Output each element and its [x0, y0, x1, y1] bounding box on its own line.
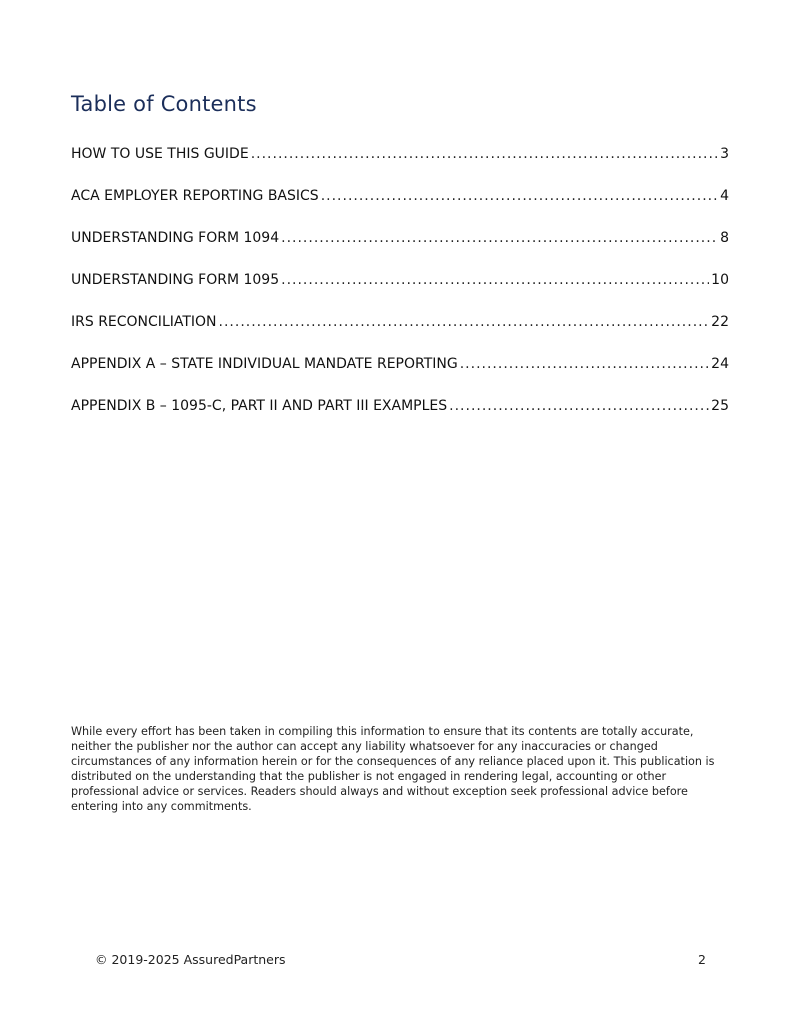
toc-entry-form-1094[interactable]: [71, 228, 729, 270]
toc-entry-label: UNDERSTANDING FORM 1095: [71, 272, 280, 288]
toc-dot-leader: [460, 354, 709, 374]
toc-dot-leader: [281, 228, 718, 248]
toc-dot-leader: [281, 270, 709, 290]
toc-entry-label: ACA EMPLOYER REPORTING BASICS: [71, 188, 319, 204]
toc-entry-reporting-basics[interactable]: [71, 186, 729, 228]
footer-page-number: 2: [698, 952, 706, 967]
toc-entry-page: 24: [711, 356, 729, 372]
toc-entry-page: 25: [711, 398, 729, 414]
toc-entry-appendix-b[interactable]: [71, 396, 729, 438]
toc-dot-leader: [321, 186, 718, 206]
toc-title: Table of Contents: [71, 92, 257, 116]
toc-entry-label: APPENDIX B – 1095-C, PART II AND PART III EXAMPLES: [71, 398, 448, 414]
toc-entry-irs-reconciliation[interactable]: [71, 312, 729, 354]
toc-entry-label: HOW TO USE THIS GUIDE: [71, 146, 249, 162]
toc-entry-label: IRS RECONCILIATION: [71, 314, 217, 330]
toc-entry-form-1095[interactable]: [71, 270, 729, 312]
toc-entry-label: APPENDIX A – STATE INDIVIDUAL MANDATE REPORTING: [71, 356, 458, 372]
toc-entry-page: 4: [720, 188, 729, 204]
toc-dot-leader: [219, 312, 710, 332]
toc-entry-page: 22: [711, 314, 729, 330]
footer-copyright: © 2019-2025 AssuredPartners: [95, 952, 286, 967]
toc-dot-leader: [251, 144, 718, 164]
toc-entry-page: 8: [720, 230, 729, 246]
toc-entry-appendix-a[interactable]: [71, 354, 729, 396]
toc-entry-how-to-use[interactable]: [71, 144, 729, 186]
toc-entry-label: UNDERSTANDING FORM 1094: [71, 230, 280, 246]
toc-list: [71, 144, 729, 438]
disclaimer-text: While every effort has been taken in compiling this information to ensure that its contents are totally accurate, neither the publisher nor the author can accept any liability whatsoever for any inaccuracies or changed circumstances of any information herein or for the consequences of any reliance placed upon it. This publication is distributed on the understanding that the publisher is not engaged in rendering legal, accounting or other professional advice or services. Readers should always and without exception seek professional advice before entering into any commitments.: [71, 725, 715, 813]
toc-dot-leader: [449, 396, 709, 416]
toc-entry-page: 3: [720, 146, 729, 162]
page-footer: [95, 952, 706, 967]
toc-entry-page: 10: [711, 272, 729, 288]
